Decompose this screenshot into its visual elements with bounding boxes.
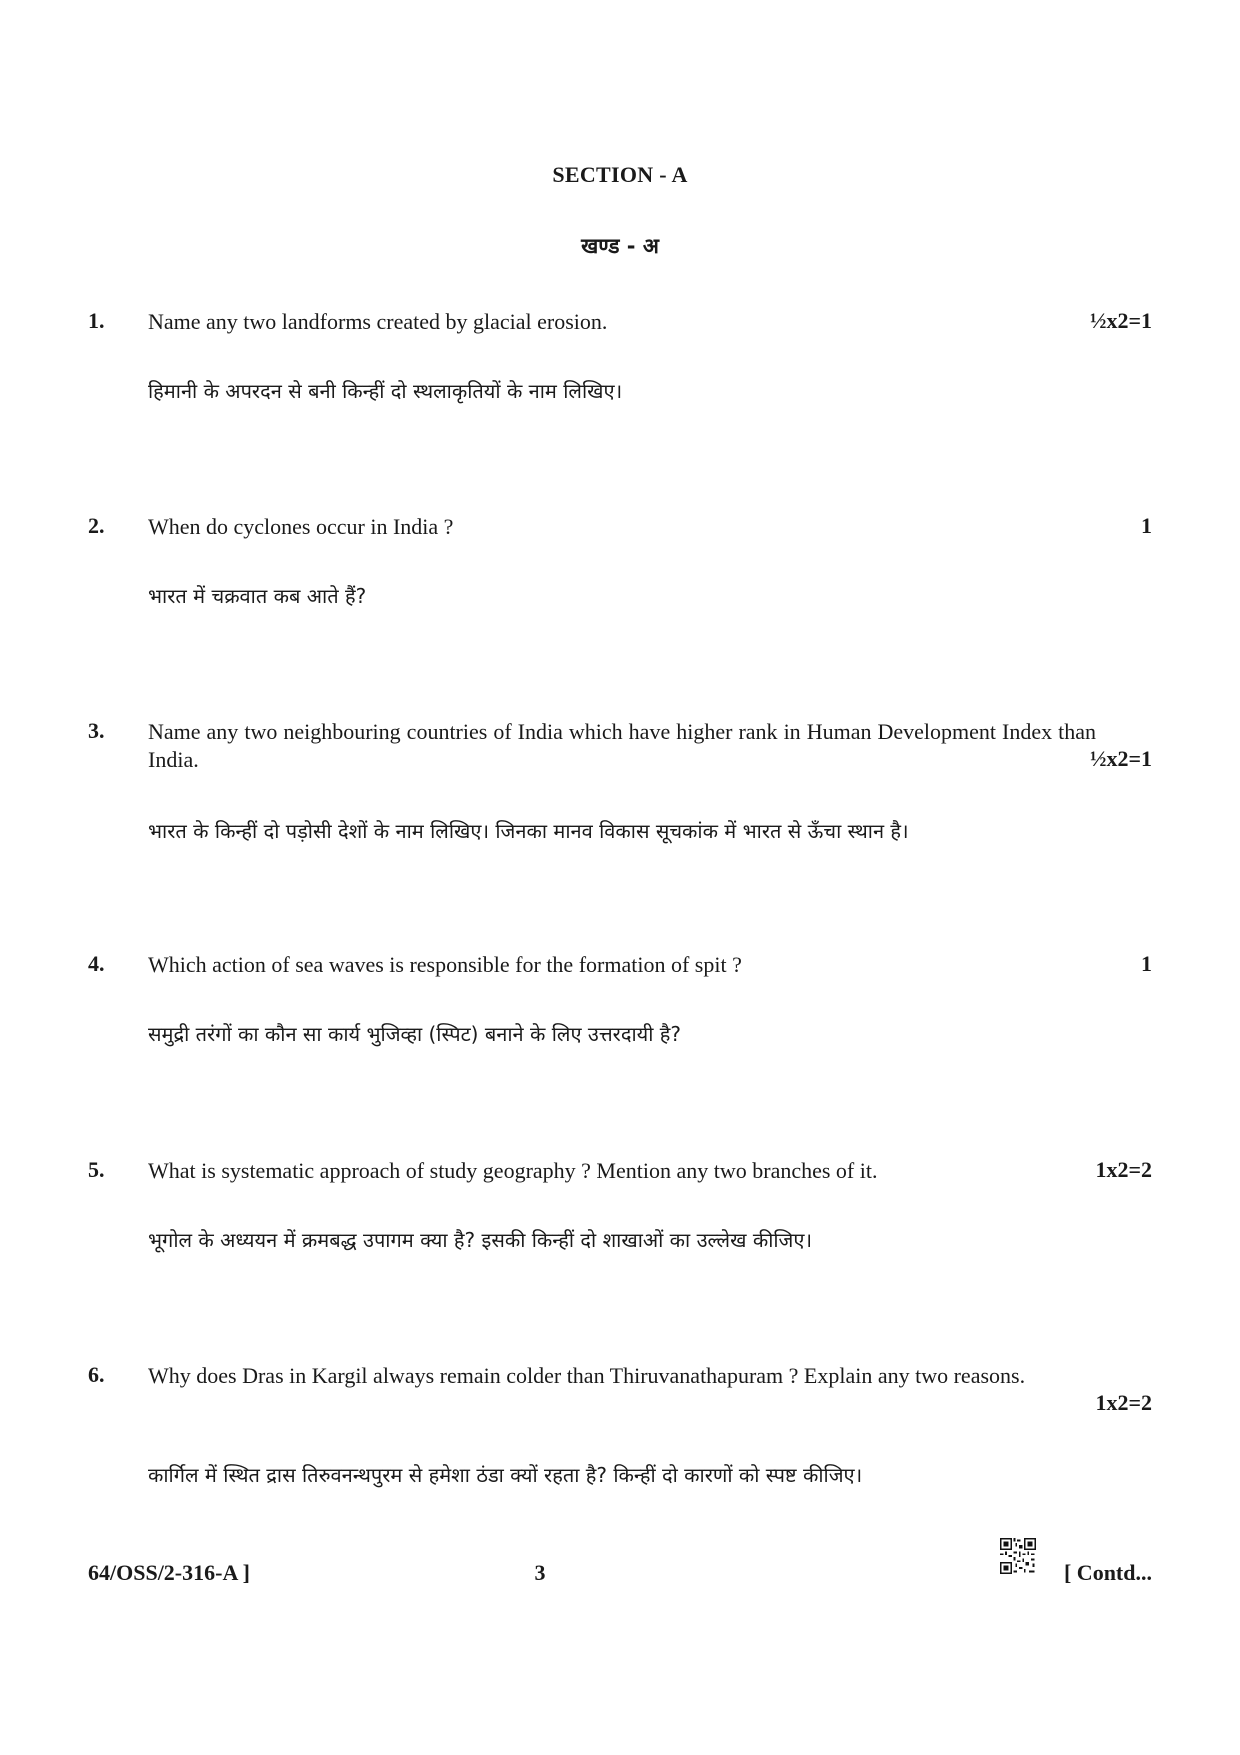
question-number: 6. <box>88 1362 105 1387</box>
section-title: SECTION - A <box>552 162 688 187</box>
continued-marker: [ Contd... <box>1063 1560 1152 1585</box>
question-text-hi: भूगोल के अध्ययन में क्रमबद्ध उपागम क्या है? इसकी किन्हीं दो शाखाओं का उल्लेख कीजिए। <box>148 1228 813 1252</box>
paper-code: 64/OSS/2-316-A ] <box>88 1560 250 1585</box>
question-marks: 1 <box>1141 951 1152 976</box>
question-text-en: Name any two neighbouring countries of India which have higher rank in Human Development Index than India. <box>148 719 1096 772</box>
question-marks: ½x2=1 <box>1089 746 1152 771</box>
question-text-hi: भारत के किन्हीं दो पड़ोसी देशों के नाम लिखिए। जिनका मानव विकास सूचकांक में भारत से ऊँचा स्थान है। <box>148 819 909 843</box>
page-footer <box>0 1560 1240 1600</box>
question-number: 2. <box>88 513 105 538</box>
question-marks: 1x2=2 <box>1095 1157 1152 1182</box>
question-text-en: When do cyclones occur in India ? <box>148 514 454 539</box>
question-text-hi: भारत में चक्रवात कब आते हैं? <box>148 584 367 608</box>
question-number: 1. <box>88 308 105 333</box>
question-number: 4. <box>88 951 105 976</box>
qr-code-icon <box>1000 1538 1036 1574</box>
page-number: 3 <box>534 1560 546 1585</box>
question-text-en: Why does Dras in Kargil always remain colder than Thiruvanathapuram ? Explain any two reasons. <box>148 1363 1026 1388</box>
question-text-en: Which action of sea waves is responsible for the formation of spit ? <box>148 952 742 977</box>
question-text-hi: कार्गिल में स्थित द्रास तिरुवनन्थपुरम से हमेशा ठंडा क्यों रहता है? किन्हीं दो कारणों को स्पष्ट कीजिए। <box>148 1463 863 1487</box>
section-title-hindi: खण्ड - अ <box>581 234 659 258</box>
question-text-hi: हिमानी के अपरदन से बनी किन्हीं दो स्थलाकृतियों के नाम लिखिए। <box>148 379 623 403</box>
question-number: 3. <box>88 718 105 743</box>
question-text-en: What is systematic approach of study geography ? Mention any two branches of it. <box>148 1158 878 1183</box>
question-text-hi: समुद्री तरंगों का कौन सा कार्य भुजिव्हा (स्पिट) बनाने के लिए उत्तरदायी है? <box>148 1022 682 1046</box>
question-marks: 1 <box>1141 513 1152 538</box>
question-marks: 1x2=2 <box>1095 1390 1152 1415</box>
question-marks: ½x2=1 <box>1089 308 1152 333</box>
question-number: 5. <box>88 1157 105 1182</box>
question-text-en: Name any two landforms created by glacial erosion. <box>148 309 608 334</box>
